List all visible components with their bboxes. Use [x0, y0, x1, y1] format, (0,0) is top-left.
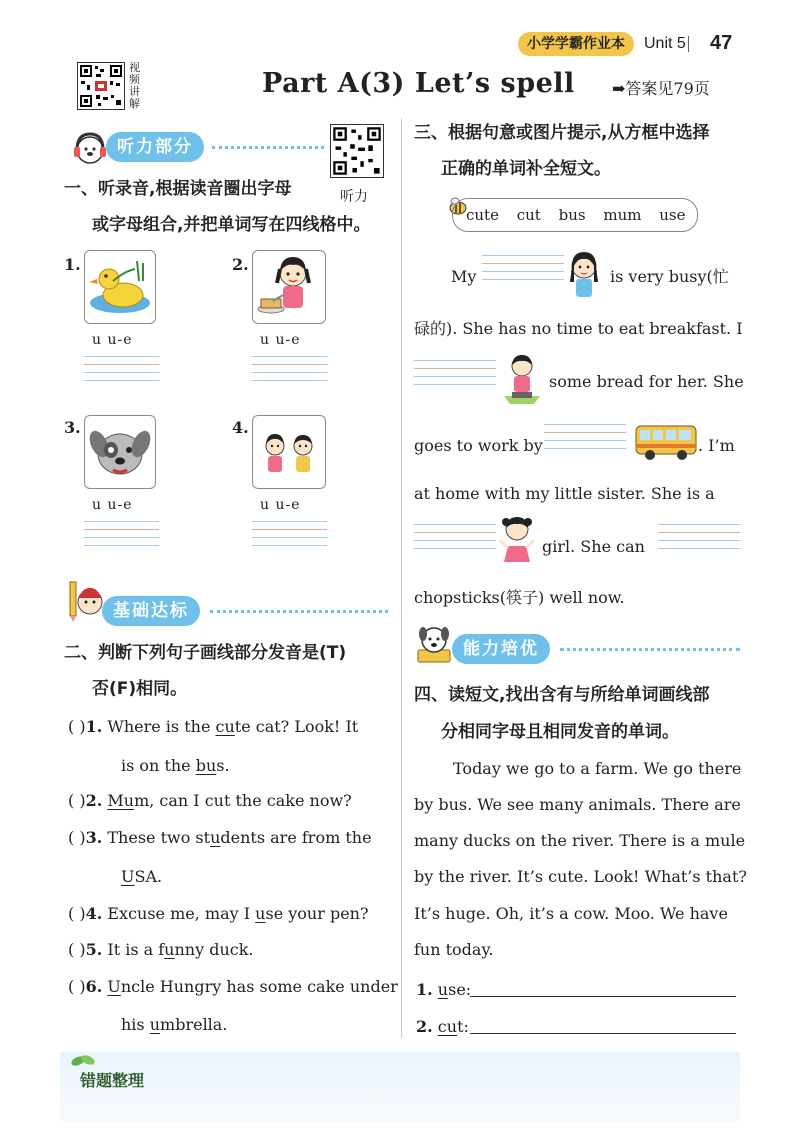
q3-heading-line2: 正确的单词补全短文。	[441, 159, 611, 179]
listening-qr-code-icon[interactable]	[330, 124, 384, 178]
sentence-text: Excuse me, may I	[107, 904, 256, 923]
underlined-part: U	[107, 977, 121, 996]
q2-item-3	[68, 827, 372, 849]
cloze-text: My	[451, 267, 477, 286]
q4-item-2	[416, 1016, 469, 1038]
unit-label: Unit 5	[644, 35, 686, 52]
q2-item-4	[68, 903, 369, 925]
cloze-text: girl. She can	[542, 537, 645, 556]
word-bank-box	[452, 198, 698, 232]
item-number: 6.	[85, 977, 103, 996]
section-banner-listening: 听力部分	[106, 132, 204, 162]
page-number: 47	[710, 32, 733, 54]
sentence-text: mbrella.	[160, 1015, 228, 1034]
cloze-text: chopsticks(筷子) well now.	[414, 588, 625, 607]
two-kids-icon	[252, 415, 326, 489]
q1-item-options: u u-e	[260, 332, 301, 348]
q4-heading-line1: 四、读短文,找出含有与所给单词画线部	[414, 685, 710, 705]
four-line-grid[interactable]	[414, 360, 496, 392]
four-line-grid[interactable]	[482, 255, 564, 287]
sentence-text: dents are from the	[220, 828, 372, 847]
q1-item-number: 1.	[64, 255, 81, 274]
answer-line[interactable]	[470, 996, 736, 997]
q2-item-6	[68, 976, 398, 998]
error-notes-area[interactable]	[60, 1052, 740, 1122]
item-number: 2.	[85, 791, 103, 810]
pencil-mascot-icon	[66, 578, 106, 622]
word-option: mum	[603, 206, 642, 224]
underlined-part: Mu	[107, 791, 135, 810]
q2-item-5	[68, 939, 254, 961]
sentence-text: SA.	[134, 867, 163, 886]
item-number: 5.	[85, 940, 103, 959]
page-title: Part A(3) Let’s spell	[262, 68, 575, 99]
underlined-part: cu	[215, 717, 235, 736]
item-number: 1.	[85, 717, 103, 736]
item-number: 4.	[85, 904, 103, 923]
cloze-text: some bread for her. She	[549, 372, 744, 391]
duck-icon	[84, 250, 156, 324]
q1-heading-line1: 一、听录音,根据读音圈出字母	[64, 179, 292, 199]
underlined-part: bu	[195, 756, 217, 775]
sentence-text: Where is the	[107, 717, 216, 736]
four-line-grid[interactable]	[252, 356, 327, 388]
answer-line[interactable]	[470, 1033, 736, 1034]
word-option: bus	[558, 206, 586, 224]
underlined-part: u	[149, 1015, 161, 1034]
answer-blank[interactable]: ( )	[68, 828, 86, 847]
q2-item-2	[68, 790, 352, 812]
sentence-text: his	[121, 1015, 150, 1034]
dog-mascot-icon	[414, 622, 454, 664]
word-option: cut	[516, 206, 541, 224]
q1-heading-line2: 或字母组合,并把单词写在四线格中。	[92, 215, 371, 235]
little-sister-icon	[498, 514, 536, 570]
q1-item-options: u u-e	[92, 332, 133, 348]
bus-icon	[634, 422, 698, 464]
four-line-grid[interactable]	[658, 524, 740, 556]
q1-item-options: u u-e	[260, 497, 301, 513]
four-line-grid[interactable]	[252, 521, 327, 553]
underlined-part: cu	[437, 1017, 458, 1036]
word-option: cute	[466, 206, 499, 224]
section-banner-basics: 基础达标	[102, 596, 200, 626]
section-banner-advanced: 能力培优	[452, 634, 550, 664]
headphones-mascot-icon	[70, 128, 110, 168]
cloze-text: 碌的). She has no time to eat breakfast. I	[414, 319, 743, 338]
cloze-text: is very busy(忙	[610, 267, 729, 286]
sentence-text: se your pen?	[265, 904, 369, 923]
q2-item-3-line2	[121, 866, 162, 888]
video-label: 视 频 讲 解	[129, 61, 140, 110]
passage-line: fun today.	[414, 940, 494, 959]
q3-heading-line1: 三、根据句意或图片提示,从方框中选择	[414, 123, 710, 143]
underlined-part: u	[255, 904, 266, 923]
book-badge: 小学学霸作业本	[518, 32, 634, 56]
item-number: 3.	[85, 828, 103, 847]
header-divider	[688, 36, 689, 52]
answer-blank[interactable]: ( )	[68, 904, 86, 923]
passage-line: It’s huge. Oh, it’s a cow. Moo. We have	[414, 904, 728, 923]
underlined-part: u	[210, 828, 221, 847]
underlined-part: u	[437, 980, 449, 999]
error-notes-label: 错题整理	[80, 1071, 145, 1090]
column-divider	[401, 118, 402, 1038]
item-number: 1.	[416, 980, 433, 999]
girl-with-bread-icon	[500, 352, 544, 404]
underlined-part: u	[164, 940, 175, 959]
sentence-text: m, can I cut the cake now?	[134, 791, 352, 810]
sentence-text: These two st	[107, 828, 211, 847]
sentence-text: nny duck.	[174, 940, 254, 959]
listen-label: 听力	[340, 189, 368, 205]
q4-heading-line2: 分相同字母且相同发音的单词。	[441, 722, 679, 742]
cloze-text: at home with my little sister. She is a	[414, 484, 715, 503]
q2-item-6-line2	[121, 1014, 227, 1036]
underlined-part: U	[121, 867, 135, 886]
banner-dotted-line	[560, 648, 740, 651]
q2-item-1	[68, 716, 358, 738]
passage-line: by the river. It’s cute. Look! What’s that?	[414, 867, 747, 886]
q2-heading-line1: 二、判断下列句子画线部分发音是(T)	[64, 643, 347, 663]
sentence-text: s.	[216, 756, 230, 775]
answer-blank[interactable]: ( )	[68, 791, 86, 810]
banner-dotted-line	[212, 146, 324, 149]
four-line-grid[interactable]	[84, 356, 159, 388]
q1-item-options: u u-e	[92, 497, 133, 513]
girl-cutting-cake-icon	[252, 250, 326, 324]
q1-item-number: 2.	[232, 255, 249, 274]
sentence-text: te cat? Look! It	[234, 717, 359, 736]
four-line-grid[interactable]	[84, 521, 159, 553]
q1-item-number: 4.	[232, 418, 249, 437]
q1-item-number: 3.	[64, 418, 81, 437]
item-word: t:	[457, 1017, 469, 1036]
four-line-grid[interactable]	[544, 424, 626, 456]
sentence-text: ncle Hungry has some cake under	[120, 977, 398, 996]
item-word: se:	[448, 980, 472, 999]
banner-dotted-line	[210, 610, 388, 613]
item-number: 2.	[416, 1017, 433, 1036]
answer-blank[interactable]: ( )	[68, 940, 86, 959]
word-option: use	[659, 206, 686, 224]
q2-item-1-line2	[121, 755, 230, 777]
answer-reference: ➡答案见79页	[612, 79, 710, 98]
passage-line: Today we go to a farm. We go there	[453, 759, 742, 778]
sentence-text: It is a f	[107, 940, 165, 959]
q4-item-1	[416, 979, 471, 1001]
sentence-text: is on the	[121, 756, 196, 775]
answer-blank[interactable]: ( )	[68, 977, 86, 996]
answer-blank[interactable]: ( )	[68, 717, 86, 736]
passage-line: by bus. We see many animals. There are	[414, 795, 741, 814]
q2-heading-line2: 否(F)相同。	[92, 679, 188, 699]
cloze-text: goes to work by	[414, 436, 543, 455]
cloze-text: . I’m	[698, 436, 735, 455]
four-line-grid[interactable]	[414, 524, 496, 556]
video-qr-code-icon[interactable]	[77, 62, 125, 110]
puppy-icon	[84, 415, 156, 489]
passage-line: many ducks on the river. There is a mule	[414, 831, 746, 850]
mom-icon	[566, 248, 602, 300]
leaf-icon	[70, 1052, 96, 1068]
